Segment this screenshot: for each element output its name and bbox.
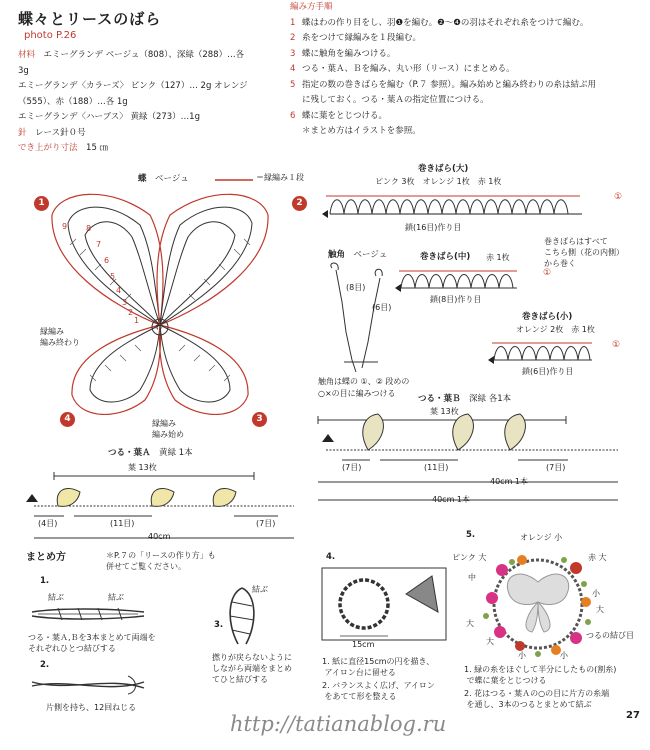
rose-small-chain: 鎖(6目)作り目 — [522, 367, 574, 376]
step5-small-2: 小 — [518, 651, 526, 660]
edge-start-label: 縁編み 編み始め — [152, 419, 184, 439]
step1-illustration — [28, 600, 148, 630]
row-number-1: 1 — [134, 316, 140, 325]
antenna-label: 触角 ベージュ — [328, 250, 388, 260]
rose-large-colors: ピンク 3枚 オレンジ 1枚 赤 1枚 — [375, 177, 502, 186]
step-row: ＊まとめ方はイラストを参照。 — [302, 126, 421, 136]
vine-b-chain-7a: (7目) — [342, 463, 362, 472]
row-number-3: 3 — [122, 298, 128, 307]
row-number-5: 5 — [110, 272, 116, 281]
step5-pink-large: ピンク 大 — [452, 553, 487, 562]
rose-medium-colors: 赤 1枚 — [486, 253, 510, 262]
needle-value: レース針０号 — [35, 127, 86, 138]
vine-a-leaf-count: 葉 13枚 — [128, 463, 157, 472]
step5-red-large: 赤 大 — [588, 553, 607, 562]
edge-end-label: 縁編み 編み終わり — [40, 327, 80, 347]
antenna-note-2: ○×の目に編みつける — [318, 389, 396, 398]
step5-wreath — [480, 546, 600, 666]
materials-line2: エミーグランデ〈カラーズ〉 ピンク（127）… 2g オレンジ — [18, 81, 248, 91]
materials-line4: エミーグランデ〈ハーブス〉 黄緑（273）…1g — [18, 112, 200, 122]
vine-b-label: つる・葉Ｂ 深緑 各1本 — [418, 394, 512, 404]
rose-small-row: ① — [612, 340, 621, 350]
step3-number: 3. — [214, 620, 224, 630]
vine-a-label: つる・葉Ａ 黄緑 1本 — [108, 448, 193, 458]
row-number-2: 2 — [128, 308, 134, 317]
antenna-chain-6: (6目) — [372, 303, 392, 312]
center-ring-label: わ — [155, 322, 163, 331]
rose-medium-title: 巻きばら(中) — [420, 252, 471, 262]
step5-large-3: 大 — [486, 637, 494, 646]
step5-small-1: 小 — [592, 589, 600, 598]
page-number: 27 — [626, 710, 640, 721]
vine-a-length: 40cm — [148, 532, 171, 541]
step5-large-1: 大 — [596, 605, 604, 614]
vine-b-diagram — [318, 412, 638, 502]
rose-medium-row: ① — [543, 268, 552, 278]
row-number-6: 6 — [104, 256, 110, 265]
steps-heading: 編み方手順 — [290, 2, 333, 12]
step5-medium: 中 — [468, 573, 476, 582]
rose-large-row: ① — [614, 192, 623, 202]
vine-b-length-2: 40cm 1本 — [432, 495, 471, 504]
materials-line1: エミーグランデ ベージュ（808）、深緑（288）…各 — [43, 50, 245, 60]
rose-large-chain: 鎖(16目)作り目 — [405, 223, 462, 232]
antenna-chain-8: (8目) — [346, 283, 366, 292]
step3-note: 撚りが戻らないように しながら両端をまとめ てひと結びする — [212, 653, 292, 684]
step1-note: つる・葉Ａ,Ｂを3本まとめて両端を それぞれひとつ結びする — [28, 633, 156, 653]
rose-large-title: 巻きばら(大) — [418, 164, 469, 174]
step-row: 3 蝶に触角を編みつける。 — [290, 48, 396, 59]
rose-medium-chain: 鎖(8目)作り目 — [430, 295, 482, 304]
size-label: でき上がり寸法 — [18, 143, 78, 153]
step5-small-3: 小 — [560, 651, 568, 660]
vine-a-chain-11: (11目) — [110, 519, 135, 528]
step-row: 5 指定の数の巻きばらを編む（P.７ 参照）。編み始めと編み終わりの糸は結ぶ用 — [290, 79, 596, 90]
step1-number: 1. — [40, 576, 50, 586]
edge-legend-line — [215, 178, 255, 182]
step-row: 2 糸をつけて縁編みを１段編む。 — [290, 33, 422, 43]
butterfly-diagram — [40, 185, 280, 445]
antenna-diagram — [322, 262, 392, 382]
needle-label: 針 — [18, 127, 27, 138]
vine-b-chain-11: (11目) — [424, 463, 449, 472]
assembly-reference: ＊P.７の「リースの作り方」も 併せてご覧ください。 — [106, 551, 216, 571]
step5-note-1: 1. 緑の糸をほぐして半分にしたもの(割糸) で蝶に葉をとじつける — [464, 665, 617, 685]
step5-orange-small: オレンジ 小 — [520, 533, 563, 542]
step5-vine-knot: つるの結び目 — [586, 631, 634, 640]
step5-large-2: 大 — [466, 619, 474, 628]
step-row: 6 蝶に葉をとじつける。 — [290, 110, 388, 121]
steps-block — [290, 0, 640, 140]
butterfly-label: 蝶 ベージュ — [138, 174, 189, 184]
step-row: 1 蝶はわの作り目をし、羽❶を編む。❷～❹の羽はそれぞれ糸をつけて編む。 — [290, 17, 589, 28]
step1-tie-left: 結ぶ — [48, 593, 64, 602]
wing-number-4: 4 — [60, 412, 75, 427]
step-row: に残しておく。つる・葉Ａの指定位置につける。 — [302, 95, 489, 105]
step3-illustration — [222, 582, 262, 652]
wing-number-2: 2 — [292, 196, 307, 211]
wing-number-3: 3 — [252, 412, 267, 427]
vine-b-length-1: 40cm 1本 — [490, 477, 529, 486]
step2-illustration — [28, 672, 148, 698]
step4-number: 4. — [326, 552, 336, 562]
rose-note: 巻きばらはすべて こちら側（花の内側） から巻く — [544, 237, 624, 268]
materials-line3: （555）、赤（188）…各 1g — [18, 96, 128, 107]
rose-small-chart — [488, 338, 598, 364]
vine-b-leaf-count: 葉 13枚 — [430, 407, 459, 416]
rose-medium-chart — [395, 266, 525, 292]
wing-number-1: 1 — [34, 196, 49, 211]
page-title: 蝶々とリースのばら — [18, 10, 162, 28]
step2-number: 2. — [40, 660, 50, 670]
step3-tie: 結ぶ — [252, 585, 268, 594]
antenna-note-1: 触角は蝶の ①、② 段めの — [318, 377, 410, 386]
vine-a-chain-7: (7目) — [256, 519, 276, 528]
row-number-7: 7 — [96, 240, 102, 249]
row-number-4: 4 — [116, 286, 122, 295]
step4-dimension: 15cm — [352, 640, 375, 649]
row-number-9: 9 — [62, 222, 68, 231]
step4-illustration — [320, 566, 450, 650]
rose-large-chart — [322, 190, 592, 220]
row-number-8: 8 — [86, 224, 92, 233]
vine-b-chain-7b: (7目) — [546, 463, 566, 472]
step4-note-2: 2. バランスよく広げ、アイロン をあてて形を整える — [322, 681, 435, 701]
step1-tie-right: 結ぶ — [108, 593, 124, 602]
edge-legend-text: ＝縁編み１段 — [256, 173, 304, 182]
size-value: 15 ㎝ — [86, 143, 109, 153]
step5-number: 5. — [466, 530, 476, 540]
photo-reference: photo P.26 — [24, 30, 77, 41]
materials-label: 材料 — [18, 50, 36, 60]
rose-small-title: 巻きばら(小) — [522, 312, 573, 322]
rose-small-colors: オレンジ 2枚 赤 1枚 — [516, 325, 595, 334]
materials-line1b: 3g — [18, 65, 29, 76]
step2-note: 片側を持ち、12回ねじる — [46, 703, 137, 712]
vine-a-chain-4: (4目) — [38, 519, 58, 528]
step4-note-1: 1. 紙に直径15cmの円を描き、 アイロン台に留せる — [322, 657, 435, 677]
assembly-title: まとめ方 — [26, 552, 66, 563]
step-row: 4 つる・葉Ａ、Ｂを編み、丸い形（リース）にまとめる。 — [290, 64, 515, 74]
materials-block — [18, 48, 288, 157]
step5-note-2: 2. 花はつる・葉Ａの○の目に片方の糸端 を通し、3本のつるとまとめて結ぶ — [464, 689, 610, 709]
watermark: http://tatianablog.ru — [230, 712, 447, 736]
